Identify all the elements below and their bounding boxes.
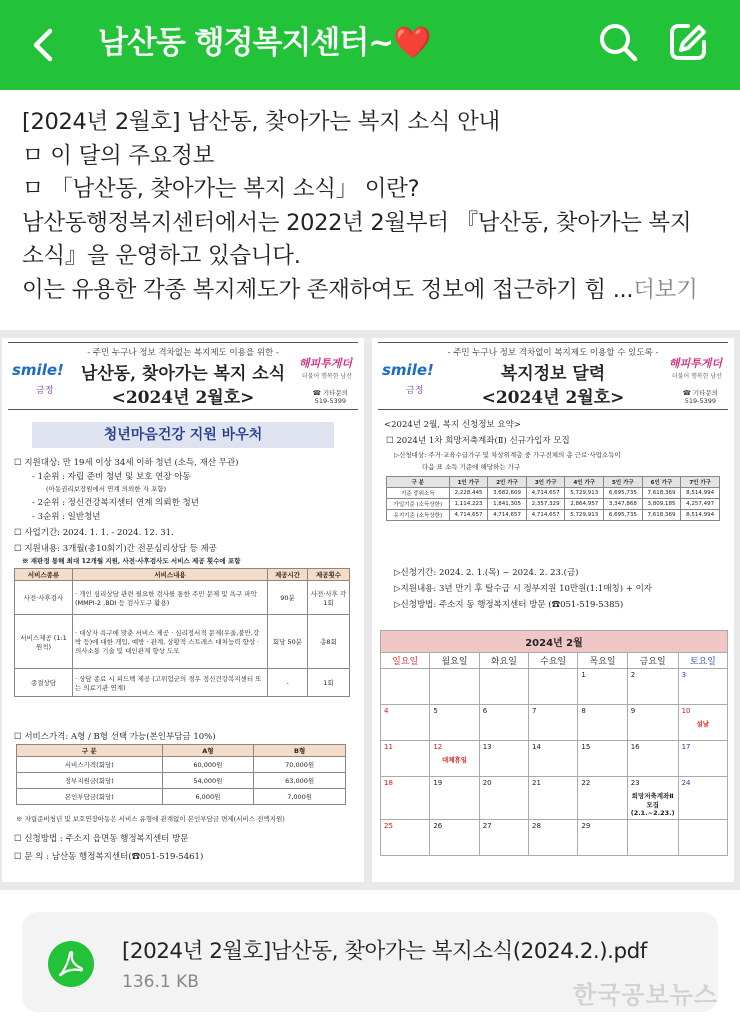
table-header: 3인 가구 (526, 477, 565, 488)
calendar-date: 21 (532, 779, 541, 787)
calendar-day (381, 705, 430, 741)
info-line: (아동권리보장원에서 연계 의뢰한 자 포함) (46, 485, 167, 493)
search-icon[interactable] (596, 20, 640, 64)
table-cell: 8,514,994 (681, 510, 720, 521)
table-header: A형 (162, 745, 254, 757)
header-issue: <2024년 2월호> (111, 388, 255, 408)
header-title: 남산동, 찾아가는 복지 소식 (80, 364, 286, 384)
table-cell: 정부지원금(회당) (17, 773, 163, 789)
phone-label: ☎ 기타문의 (682, 389, 718, 397)
table-cell: 가입기준 (소득상한) (387, 499, 450, 510)
table-row (17, 789, 346, 805)
table-row (17, 757, 346, 773)
calendar-date: 20 (482, 779, 492, 787)
calendar-date: 11 (384, 743, 393, 751)
calendar-day (381, 669, 430, 705)
calendar-date: 29 (581, 822, 591, 830)
attachment-filename: [2024년 2월호]남산동, 찾아가는 복지소식(2024.2.).pdf (122, 939, 647, 964)
table-header: 7인 가구 (681, 477, 720, 488)
weekday-header: 수요일 (529, 653, 578, 669)
smile-logo: smile! (382, 361, 434, 379)
table-row (15, 669, 350, 697)
calendar (380, 630, 728, 856)
pdf-icon (48, 941, 94, 987)
smile-logo: smile! (12, 361, 64, 379)
table-row (15, 581, 350, 615)
newsletter-page-calendar[interactable] (372, 338, 734, 882)
calendar-day (627, 820, 678, 856)
calendar-date: 14 (532, 743, 541, 751)
page-title: 남산동 행정복지센터~❤️ (98, 25, 431, 61)
more-link[interactable]: 더보기 (633, 276, 698, 303)
calendar-date: 6 (482, 707, 488, 715)
info-line: ☐ 사업기간: 2024. 1. 1. - 2024. 12. 31. (14, 528, 174, 538)
table-cell: 사전·사후검사 (15, 581, 73, 615)
calendar-day (529, 820, 578, 856)
calendar-week (381, 777, 728, 820)
table-row (387, 499, 720, 510)
header-subtitle: - 주민 누구나 정보 격차없는 복지제도 이용을 위한 - (87, 348, 279, 358)
page-header (378, 342, 728, 410)
table-cell: 63,000원 (254, 773, 346, 789)
calendar-day (479, 777, 528, 820)
table-header: 구 분 (387, 477, 450, 488)
exemption-note: ※ 자립준비청년 및 보호연장아동은 서비스 유형에 관계없이 본인부담금 면제(서비스 전액지원) (16, 815, 285, 823)
calendar-event: 희망저축계좌Ⅱ 모집 (2.1.~2.23.) (630, 792, 675, 817)
table-cell: 4,714,657 (526, 488, 565, 499)
table-cell: 7,618,369 (642, 488, 681, 499)
calendar-day (627, 705, 678, 741)
table-cell: - (268, 669, 308, 697)
calendar-week (381, 741, 728, 777)
calendar-day (430, 777, 479, 820)
calendar-day (430, 705, 479, 741)
table-cell: 4,714,657 (488, 510, 527, 521)
post-line: ㅁ 「남산동, 찾아가는 복지 소식」 이란? (22, 176, 420, 202)
back-arrow-icon[interactable] (22, 22, 68, 68)
table-cell: 본인부담금(회당) (17, 789, 163, 805)
income-table (386, 476, 720, 521)
info-line: - 3순위 : 일반청년 (32, 512, 101, 522)
calendar-week (381, 820, 728, 856)
table-cell: 7,000원 (254, 789, 346, 805)
calendar-day (627, 777, 678, 820)
table-cell: 60,000원 (162, 757, 254, 773)
calendar-day (678, 669, 727, 705)
calendar-date: 17 (681, 743, 691, 751)
table-header: 제공횟수 (308, 569, 350, 581)
contact-info (313, 389, 348, 405)
info-line: - 1순위 : 자립 준비 청년 및 보호 연장 아동 (32, 472, 191, 482)
period-line: ▷신청기간: 2024. 2. 1.(목) ~ 2024. 2. 23.(금) (394, 568, 579, 578)
logo-sub: 더불어 행복한 남산 (301, 373, 352, 380)
weekday-header: 금요일 (627, 653, 678, 669)
page-header (8, 342, 358, 410)
smile-logo-sub: 금정 (36, 386, 54, 396)
calendar-day (479, 820, 528, 856)
service-table (14, 568, 350, 697)
happy-together-logo: 해피투게더 (298, 357, 352, 370)
table-cell: 8,514,994 (681, 488, 720, 499)
calendar-day (529, 741, 578, 777)
table-cell: 54,000원 (162, 773, 254, 789)
calendar-date: 8 (581, 707, 586, 715)
calendar-date: 3 (681, 671, 687, 679)
table-cell: 종결상담 (15, 669, 73, 697)
table-row (15, 615, 350, 669)
table-cell: · 상담 종료 시 피드백 제공 (고위험군의 경우 정신건강복지센터 또는 의료기관 연계) (73, 669, 268, 697)
table-cell: 3,347,868 (604, 499, 643, 510)
calendar-day (381, 741, 430, 777)
post-line: 남산동행정복지센터에서는 2022년 2월부터 『남산동, 찾아가는 복지 (22, 209, 692, 236)
calendar-day (479, 741, 528, 777)
smile-logo-sub: 금정 (406, 386, 424, 396)
calendar-date: 22 (581, 779, 591, 787)
table-cell: 70,000원 (254, 757, 346, 773)
table-cell: · 대상자 욕구에 맞춘 서비스 제공 · 심리정서적 문제(우울,불안,강박 등)에 대한 개입, 예방 · 관계, 상황적 스트레스 대처능력 향상 · 의사소통 기술 및 대인관계 향상 도모 (73, 615, 268, 669)
post-line: ㅁ 이 달의 주요정보 (22, 142, 215, 169)
voucher-banner: 청년마음건강 지원 바우처 (32, 422, 334, 448)
table-cell: 1회 (308, 669, 350, 697)
table-header: B형 (254, 745, 346, 757)
table-cell: 90분 (268, 581, 308, 615)
calendar-date: 26 (433, 822, 443, 830)
calendar-caption: 2024년 2월 (381, 631, 728, 653)
calendar-date: 9 (630, 707, 636, 715)
table-cell: 2,357,329 (526, 499, 565, 510)
header-issue: <2024년 2월호> (481, 388, 625, 408)
table-header: 구 분 (17, 745, 163, 757)
table-cell: 3,809,185 (642, 499, 681, 510)
table-row (387, 510, 720, 521)
post-line (22, 274, 722, 308)
calendar-day (678, 741, 727, 777)
table-header: 제공시간 (268, 569, 308, 581)
calendar-date: 18 (384, 779, 393, 787)
table-cell: 6,695,735 (604, 510, 643, 521)
calendar-date: 19 (433, 779, 443, 787)
table-cell: · 개인 심리상담 관련 필요한 검사를 통한 주민 문제 및 욕구 파악 (MMPI-2 ,BDI 등 검사도구 활용) (73, 581, 268, 615)
info-line: - 2순위 : 정신건강복지센터 연계 의뢰한 청년 (32, 498, 199, 508)
table-header: 5인 가구 (604, 477, 643, 488)
target-line: ▷신청대상: 주거·교육수급가구 및 차상위계층 중 가구전체의 총 근로·사업소득이 (394, 451, 621, 459)
calendar-day (529, 669, 578, 705)
method-line: ▷신청방법: 주소지 동 행정복지센터 방문 (☎051-519-5385) (394, 600, 624, 610)
calendar-day (678, 705, 727, 741)
calendar-date: 24 (681, 779, 691, 787)
table-cell: 사전·사후 각 1회 (308, 581, 350, 615)
phone-number: 519-5399 (314, 397, 346, 405)
header-title: 복지정보 달력 (500, 364, 606, 384)
weekday-header: 목요일 (578, 653, 627, 669)
calendar-date: 7 (532, 707, 537, 715)
price-title: ☐ 서비스가격: A형 / B형 선택 가능(본인부담금 10%) (14, 732, 216, 742)
post-line: 소식』을 운영하고 있습니다. (22, 243, 301, 269)
happy-together-logo: 해피투게더 (668, 357, 722, 370)
calendar-date: 23 (630, 779, 640, 787)
calendar-day (678, 777, 727, 820)
table-cell: 서비스가격(회당) (17, 757, 163, 773)
attachment-size: 136.1 KB (122, 972, 199, 992)
calendar-date: 16 (630, 743, 640, 751)
calendar-day (578, 777, 627, 820)
calendar-day (381, 777, 430, 820)
phone-number: 519-5399 (684, 397, 716, 405)
contact-info (683, 389, 718, 405)
calendar-day (430, 669, 479, 705)
calendar-date: 15 (581, 743, 591, 751)
target-line: 다음 표 소득 기준에 해당하는 가구 (422, 463, 521, 471)
table-cell: 2,864,957 (565, 499, 604, 510)
price-table (16, 744, 346, 805)
table-cell: 4,257,497 (681, 499, 720, 510)
calendar-day (678, 820, 727, 856)
summary-title: <2024년 2월, 복지 신청정보 요약> (384, 420, 521, 430)
table-cell: 7,618,369 (642, 510, 681, 521)
calendar-day (381, 820, 430, 856)
info-note: ※ 재판정 통해 최대 12개월 지원, 사전·사후검사도 서비스 제공 횟수에 포함 (22, 557, 241, 565)
calendar-date: 13 (482, 743, 492, 751)
edit-icon[interactable] (666, 20, 710, 64)
calendar-date: 27 (482, 822, 492, 830)
phone-label: ☎ 기타문의 (312, 389, 348, 397)
calendar-day (430, 741, 479, 777)
table-cell: 6,695,735 (604, 488, 643, 499)
calendar-day (578, 741, 627, 777)
calendar-day (479, 705, 528, 741)
post-line: [2024년 2월호] 남산동, 찾아가는 복지 소식 안내 (22, 109, 500, 135)
table-header: 1인 가구 (449, 477, 488, 488)
table-row (387, 488, 720, 499)
calendar-day (627, 741, 678, 777)
calendar-date: 4 (384, 707, 389, 715)
logo-sub: 더불어 행복한 남산 (671, 373, 722, 380)
calendar-day (578, 669, 627, 705)
program-title: ☐ 2024년 1차 희망저축계좌(Ⅱ) 신규가입자 모집 (386, 436, 570, 446)
table-cell: 총8회 (308, 615, 350, 669)
table-cell: 4,714,657 (526, 510, 565, 521)
table-cell: 5,729,913 (565, 510, 604, 521)
calendar-date: 25 (384, 822, 393, 830)
weekday-header: 토요일 (678, 653, 727, 669)
table-cell: 1,841,305 (488, 499, 527, 510)
table-cell: 4,714,657 (449, 510, 488, 521)
table-row (17, 773, 346, 789)
calendar-date: 10 (681, 707, 691, 715)
content-line: ▷지원내용: 3년 만기 후 탈수급 시 정부지원 10만원(1:1매칭) + 이자 (394, 584, 653, 594)
table-cell: 3,682,609 (488, 488, 527, 499)
calendar-day (529, 705, 578, 741)
calendar-day (578, 820, 627, 856)
post-line-text: 이는 유용한 각종 복지제도가 존재하여도 정보에 접근하기 힘 ... (22, 276, 634, 303)
newsletter-page-voucher[interactable] (2, 338, 364, 882)
table-cell: 유지기준 (소득상한) (387, 510, 450, 521)
table-header: 2인 가구 (488, 477, 527, 488)
calendar-date: 2 (630, 671, 636, 679)
table-cell: 1,114,223 (449, 499, 488, 510)
table-cell: 5,729,913 (565, 488, 604, 499)
watermark: 한국공보뉴스 (572, 981, 718, 1009)
newsletter-images (0, 330, 740, 890)
calendar-day (479, 669, 528, 705)
table-cell: 기준 중위소득 (387, 488, 450, 499)
calendar-event: 설날 (696, 720, 710, 728)
calendar-day (430, 820, 479, 856)
calendar-day (578, 705, 627, 741)
table-cell: 서비스제공 (1:1 원칙) (15, 615, 73, 669)
calendar-week (381, 669, 728, 705)
table-cell: 6,000원 (162, 789, 254, 805)
table-header: 서비스종류 (15, 569, 73, 581)
table-cell: 2,228,445 (449, 488, 488, 499)
calendar-date: 28 (532, 822, 541, 830)
table-header: 4인 가구 (565, 477, 604, 488)
table-cell: 회당 50분 (268, 615, 308, 669)
calendar-week (381, 705, 728, 741)
calendar-date: 5 (433, 707, 438, 715)
table-header: 6인 가구 (642, 477, 681, 488)
calendar-event: 대체휴일 (441, 756, 468, 764)
weekday-header: 화요일 (479, 653, 528, 669)
info-line: ☐ 지원내용: 3개월(총10회기)간 전문심리상담 등 제공 (14, 544, 217, 554)
table-header: 서비스내용 (73, 569, 268, 581)
weekday-header: 월요일 (430, 653, 479, 669)
info-line: ☐ 지원대상: 만 19세 이상 34세 이하 청년 (소득, 재산 무관) (14, 458, 239, 468)
calendar-date: 12 (433, 743, 443, 751)
apply-method: ☐ 신청방법 : 주소지 읍면동 행정복지센터 방문 (14, 834, 189, 844)
header-subtitle: - 주민 누구나 정보 격차없이 복지제도 이용할 수 있도록 - (447, 348, 659, 358)
contact-line: ☐ 문 의 : 남산동 행정복지센터(☎051-519-5461) (14, 852, 204, 862)
calendar-day (627, 669, 678, 705)
calendar-day (529, 777, 578, 820)
weekday-header: 일요일 (381, 653, 430, 669)
top-app-bar (0, 0, 740, 90)
post-body (22, 106, 722, 307)
calendar-date: 1 (581, 671, 586, 679)
